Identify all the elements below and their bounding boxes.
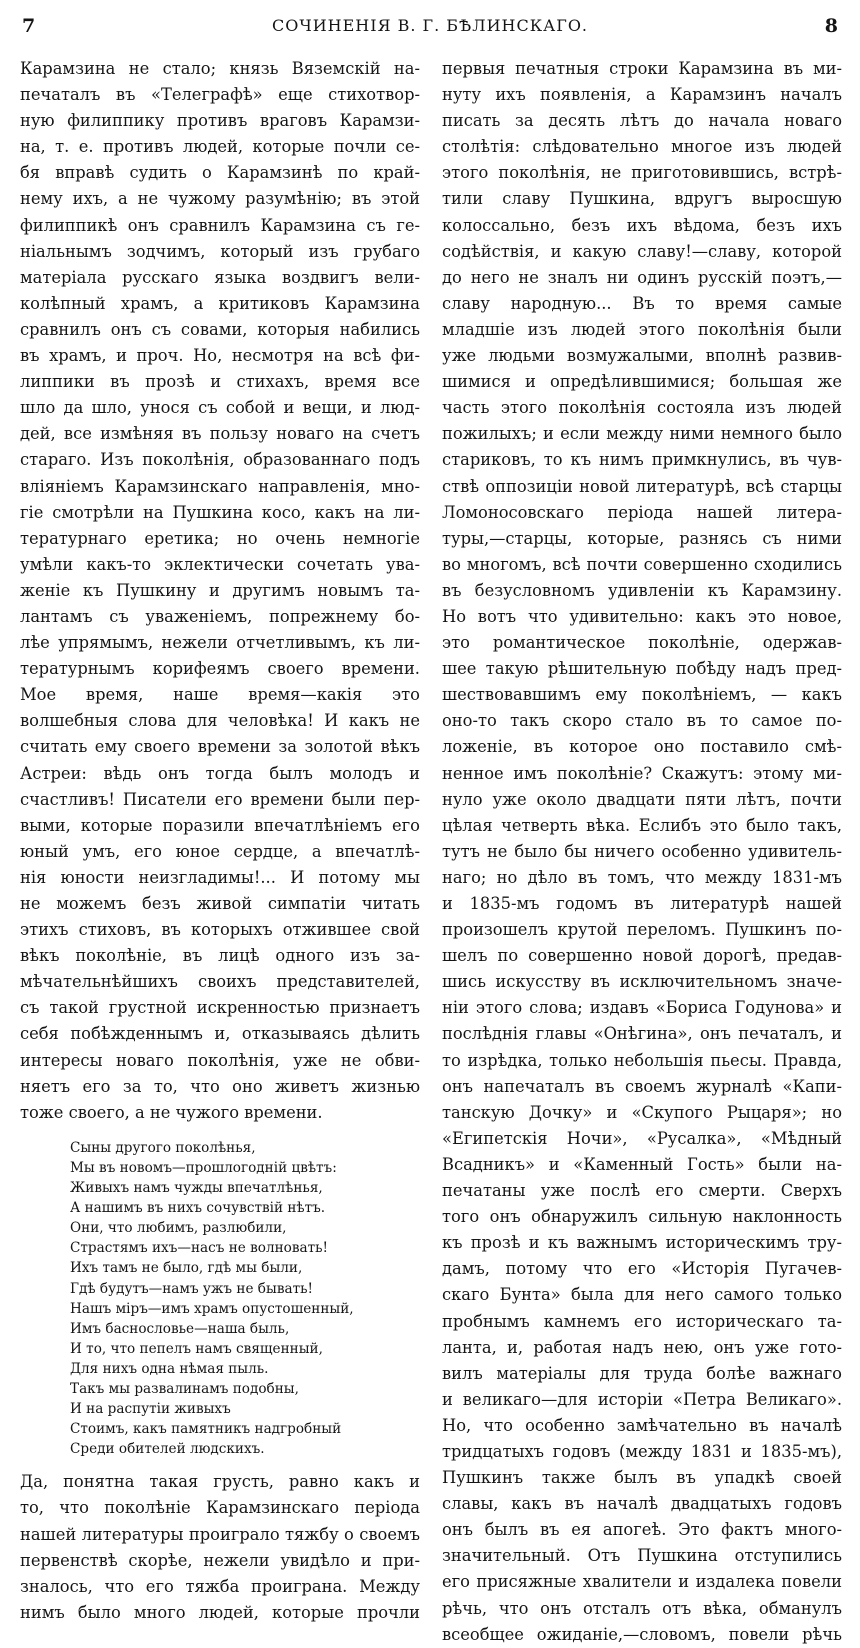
text-line: туры,—старцы, которые, разнясь съ ними <box>442 528 842 548</box>
left-prose-block-2 <box>20 1469 420 1626</box>
text-line: шимися и опредѣлившимися; большая же <box>442 372 842 392</box>
text-line: танскую Дочку» и «Скупого Рыцаря»; но <box>442 1102 842 1122</box>
text-line: нуло уже около двадцати пяти лѣтъ, почти <box>442 789 842 809</box>
text-line: волшебныя слова для человѣка! И какъ не <box>20 711 420 731</box>
text-line: ную филиппику противъ враговъ Карамзи- <box>20 111 420 131</box>
text-line: Астреи: вѣдь онъ тогда былъ молодъ и <box>20 763 420 783</box>
text-line: ніальнымъ зодчимъ, который изъ грубаго <box>20 241 420 261</box>
text-line: ніи этого слова; издавъ «Бориса Годунова» и <box>442 998 842 1018</box>
text-line: юный умъ, его юное сердце, а впечатлѣ- <box>20 841 420 861</box>
text-line: печатаны уже послѣ его смерти. Сверхъ <box>442 1181 842 1201</box>
poem-line: Мы въ новомъ—прошлогодній цвѣтъ: <box>70 1159 337 1176</box>
text-line: тературнымъ корифеямъ своего времени. <box>20 659 420 679</box>
poem-line: Стоимъ, какъ памятникъ надгробный <box>70 1421 342 1438</box>
text-line: нимъ было много людей, которые прочли <box>20 1602 420 1622</box>
text-line: печаталъ въ «Телеграфѣ» еще стихотвор- <box>20 85 420 105</box>
text-line: уже людьми возмужалыми, вполнѣ развив- <box>442 346 842 366</box>
text-line: тили славу Пушкина, вдругъ выросшую <box>442 189 842 209</box>
right-column <box>442 56 842 1648</box>
text-line: его присяжные хвалители и издалека повели <box>442 1572 842 1592</box>
poem-line: Они, что любимъ, разлюбили, <box>70 1220 287 1237</box>
text-line: содѣйствія, и какую славу!—славу, которой <box>442 241 842 261</box>
text-line: произошелъ крутой переломъ. Пушкинъ по- <box>442 920 842 940</box>
poem-line: Ихъ тамъ не было, гдѣ мы были, <box>70 1260 303 1277</box>
text-line: оно-то такъ скоро стало въ то самое по- <box>442 711 842 731</box>
text-line: въ безусловномъ удивленіи къ Карамзину. <box>442 580 842 600</box>
poem-line: И то, что пепелъ намъ священный, <box>70 1340 323 1357</box>
text-line: нему ихъ, а не чужому разумѣнію; въ этой <box>20 189 420 209</box>
text-line: сравнилъ онъ съ совами, которыя набились <box>20 319 420 339</box>
text-line: лантамъ съ уваженіемъ, попрежнему бо- <box>20 606 420 626</box>
running-title: СОЧИНЕНІЯ В. Г. БѢЛИНСКАГО. <box>271 16 589 35</box>
text-line: вилъ матеріалы для труда болѣе важнаго <box>442 1363 842 1383</box>
text-line: тутъ не было бы ничего особенно удивитель- <box>442 841 842 861</box>
text-line: Да, понятна такая грусть, равно какъ и <box>20 1472 420 1492</box>
text-line: первенствѣ скорѣе, нежели увидѣло и при- <box>20 1550 420 1570</box>
text-line: стараго. Изъ поколѣнія, образованнаго подъ <box>20 450 420 470</box>
text-line: часть этого поколѣнія состояла изъ людей <box>442 398 842 418</box>
text-line: столѣтія: слѣдовательно многое изъ людей <box>442 137 842 157</box>
text-line: и великаго—для исторіи «Петра Великаго». <box>442 1389 842 1409</box>
text-line: этихъ стиховъ, въ которыхъ отжившее свой <box>20 920 420 940</box>
text-line: въ храмъ, и проч. Но, несмотря на всѣ фи- <box>20 346 420 366</box>
text-line: Карамзина не стало; князь Вяземскій на- <box>20 59 420 78</box>
text-line: онъ напечаталъ въ своемъ журналѣ «Капи- <box>442 1076 842 1096</box>
text-line: интересы новаго поколѣнія, уже не обви- <box>20 1050 420 1070</box>
left-column <box>20 56 420 1626</box>
text-line: во многомъ, всѣ почти совершенно сходились <box>442 554 842 574</box>
text-line: всеобщее ожиданіе,—словомъ, повели рѣчь <box>442 1624 842 1644</box>
text-line: вліяніемъ Карамзинскаго направленія, мно- <box>20 476 420 496</box>
text-line: шелъ по совершенно новой дорогѣ, предав- <box>442 946 842 966</box>
text-line: послѣднія главы «Онѣгина», онъ печаталъ, и <box>442 1024 842 1044</box>
poem-line: Имъ баснословье—наша быль, <box>70 1320 290 1337</box>
text-line: съ такой грустной искренностью признаетъ <box>20 998 420 1018</box>
text-line: то изрѣдка, только небольшія пьесы. Правда, <box>442 1050 842 1070</box>
page-number-left: 7 <box>22 15 36 37</box>
text-line: Ломоносовскаго періода нашей литера- <box>442 502 842 522</box>
text-line: не можемъ безъ живой симпатіи читать <box>20 894 420 913</box>
poem-line: Нашъ міръ—имъ храмъ опустошенный, <box>70 1300 354 1317</box>
text-line: бя вправѣ судить о Карамзинѣ по край- <box>20 163 420 183</box>
left-prose-block-1 <box>20 56 420 1126</box>
text-line: филиппикѣ онъ сравнилъ Карамзина съ ге- <box>20 215 420 235</box>
text-line: значительный. Отъ Пушкина отступились <box>442 1546 842 1566</box>
text-line: колоссально, безъ ихъ вѣдома, безъ ихъ <box>442 215 842 235</box>
text-line: наго; но дѣло въ томъ, что между 1831-мъ <box>442 867 842 887</box>
text-line: тературнаго еретика; но очень немногіе <box>20 528 420 548</box>
poem-block <box>20 1138 420 1460</box>
text-line: къ прозѣ и къ важнымъ историческимъ тру- <box>442 1233 842 1253</box>
poem-line: И на распутіи живыхъ <box>70 1401 231 1418</box>
poem-line: Среди обителей людскихъ. <box>70 1441 265 1458</box>
text-line: шись искусству въ исключительномъ значе- <box>442 972 842 992</box>
text-line: стариковъ, то къ нимъ примкнулись, въ чув- <box>442 450 842 470</box>
text-line: умѣли какъ-то эклектически сочетать ува- <box>20 554 420 574</box>
text-line: пробнымъ камнемъ его историческаго та- <box>442 1311 842 1331</box>
text-line: это романтическое поколѣніе, одержав- <box>442 633 842 653</box>
poem-line: Страстямъ ихъ—насъ не волновать! <box>70 1240 328 1257</box>
text-line: то, что поколѣніе Карамзинскаго періода <box>20 1498 420 1518</box>
text-line: онъ былъ въ ея апогеѣ. Это фактъ много- <box>442 1520 842 1540</box>
text-line: шее такую рѣшительную побѣду надъ пред- <box>442 659 842 679</box>
text-line: колѣпный храмъ, а критиковъ Карамзина <box>20 293 420 313</box>
text-line: славу народную... Въ то время самые <box>442 293 842 313</box>
text-line: младшіе изъ людей этого поколѣнія были <box>442 319 842 339</box>
text-line: рѣчь, что онъ отсталъ отъ вѣка, обманулъ <box>442 1598 842 1618</box>
poem-line: Сыны другого поколѣнья, <box>70 1139 256 1156</box>
text-line: Но, что особенно замѣчательно въ началѣ <box>442 1415 842 1435</box>
text-line: счастливъ! Писатели его времени были пер- <box>20 789 420 809</box>
text-line: Мое время, наше время—какія это <box>20 685 420 705</box>
text-line: шествовавшимъ ему поколѣніемъ, — какъ <box>442 685 842 705</box>
text-line: ложеніе, въ которое оно поставило смѣ- <box>442 737 842 757</box>
text-line: гіе смотрѣли на Пушкина косо, какъ на ли- <box>20 502 420 522</box>
text-line: дей, все измѣняя въ пользу новаго на счетъ <box>20 424 420 444</box>
text-line: няетъ его за то, что оно живетъ жизнью <box>20 1076 420 1096</box>
text-line: до него не зналъ ни одинъ русскій поэтъ,— <box>442 267 842 287</box>
text-line: мѣчательнѣйшихъ своихъ представителей, <box>20 972 420 992</box>
text-line: вѣкъ поколѣніе, въ лицѣ одного изъ за- <box>20 946 420 966</box>
text-line: и 1835-мъ годомъ въ литературѣ нашей <box>442 894 842 913</box>
text-line: пожилыхъ; и если между ними немного было <box>442 424 842 444</box>
text-line: себя побѣжденнымъ и, отказываясь дѣлить <box>20 1024 420 1044</box>
poem-line: Живыхъ намъ чужды впечатлѣнья, <box>70 1180 323 1197</box>
text-line: Пушкинъ также былъ въ упадкѣ своей <box>442 1468 842 1488</box>
text-line: Всадникъ» и «Каменный Гость» были на- <box>442 1154 842 1174</box>
text-line: на, т. е. противъ людей, которые почли се- <box>20 137 420 157</box>
text-line: лѣе упрямымъ, нежели отчетливымъ, къ ли- <box>20 633 420 653</box>
poem-line: Такъ мы развалинамъ подобны, <box>70 1380 299 1397</box>
text-line: ланта, и, работая надъ нею, онъ уже гото- <box>442 1337 842 1357</box>
text-line: тридцатыхъ годовъ (между 1831 и 1835-мъ), <box>442 1441 842 1461</box>
poem-line: Для нихъ одна нѣмая пыль. <box>70 1360 269 1377</box>
text-line: дамъ, потому что его «Исторія Пугачев- <box>442 1259 842 1279</box>
text-line: первыя печатныя строки Карамзина въ ми- <box>442 59 842 78</box>
text-line: цѣлая четверть вѣка. Еслибъ это было такъ, <box>442 815 842 835</box>
text-line: ствѣ оппозиціи новой литературѣ, всѣ старцы <box>442 476 842 496</box>
text-line: скаго Бунта» была для него самого только <box>442 1285 842 1305</box>
text-line: «Египетскія Ночи», «Русалка», «Мѣдный <box>442 1128 842 1148</box>
text-line: женіе къ Пушкину и другимъ новымъ та- <box>20 580 420 600</box>
text-line: славы, какъ въ началѣ двадцатыхъ годовъ <box>442 1494 842 1514</box>
text-line: того онъ обнаружилъ сильную наклонность <box>442 1207 842 1227</box>
text-line: нашей литературы проиграло тяжбу о своемъ <box>20 1524 420 1544</box>
page-number-right: 8 <box>824 15 838 37</box>
text-line: этого поколѣнія, не приготовившись, встрѣ- <box>442 163 842 183</box>
text-line: выми, которые поразили впечатлѣніемъ его <box>20 815 420 835</box>
poem-line: А нашимъ въ нихъ сочувствій нѣтъ. <box>70 1200 326 1217</box>
right-prose-block <box>442 56 842 1648</box>
text-line: тоже своего, а не чужого времени. <box>20 1102 323 1122</box>
text-line: нія юности неизгладимы!... И потому мы <box>20 867 420 887</box>
text-line: нуту ихъ появленія, а Карамзинъ началъ <box>442 85 842 105</box>
text-line: зналось, что его тяжба проиграна. Между <box>20 1576 420 1596</box>
poem-line: Гдѣ будутъ—намъ ужъ не бывать! <box>70 1280 313 1297</box>
text-line: шло да шло, унося съ собой и вещи, и люд- <box>20 398 420 418</box>
text-line: липпики въ прозѣ и стихахъ, время все <box>20 372 420 392</box>
text-line: Но вотъ что удивительно: какъ это новое, <box>442 606 842 626</box>
text-line: считать ему своего времени за золотой вѣкъ <box>20 737 420 757</box>
text-line: ненное имъ поколѣніе? Скажутъ: этому ми- <box>442 763 842 783</box>
text-line: матеріала русскаго языка воздвигъ вели- <box>20 267 420 287</box>
text-line: писать за десять лѣтъ до начала новаго <box>442 111 842 131</box>
